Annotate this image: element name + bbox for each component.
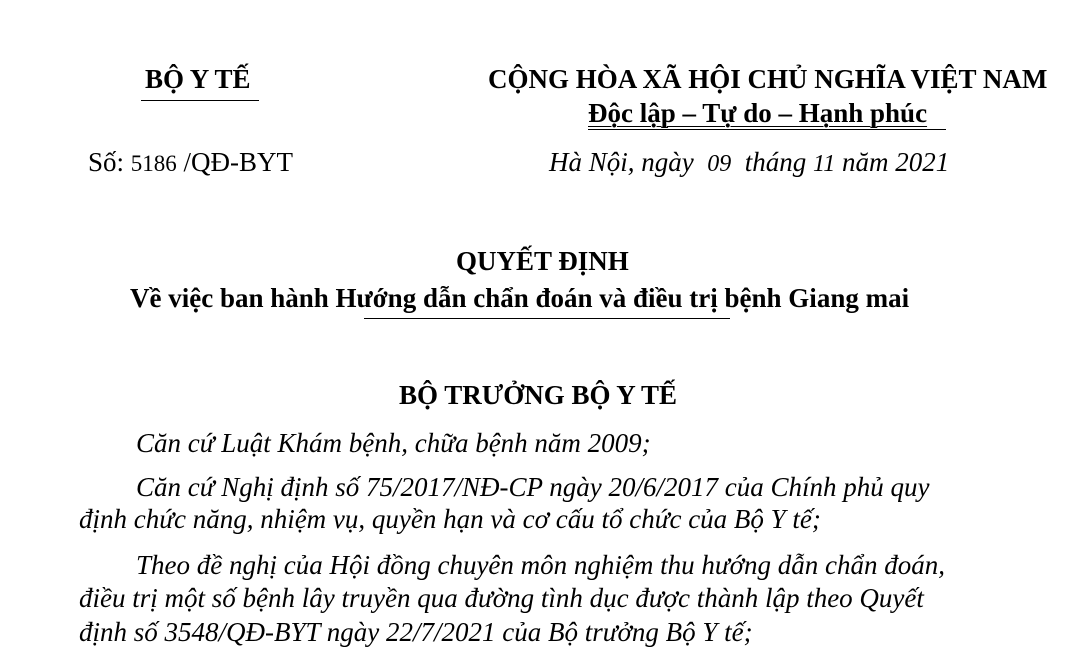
doc-number-value: 5186 [130, 151, 177, 176]
issuing-ministry: BỘ Y TẾ [145, 64, 251, 94]
basis-paragraph-2-line-2: định chức năng, nhiệm vụ, quyền hạn và cơ cấu tổ chức của Bộ Y tế; [79, 504, 821, 534]
national-title: CỘNG HÒA XÃ HỘI CHỦ NGHĨA VIỆT NAM [488, 64, 1048, 94]
issue-month: 11 [813, 151, 836, 177]
basis-paragraph-3-line-3: định số 3548/QĐ-BYT ngày 22/7/2021 của Bộ trưởng Bộ Y tế; [79, 617, 753, 647]
basis-paragraph-3-line-1: Theo đề nghị của Hội đồng chuyên môn nghiệm thu hướng dẫn chẩn đoán, [136, 550, 946, 580]
issue-day: 09 [707, 151, 732, 177]
document-subject: Về việc ban hành Hướng dẫn chẩn đoán và điều trị bệnh Giang mai [130, 283, 910, 313]
document-number [88, 147, 293, 178]
basis-paragraph-1: Căn cứ Luật Khám bệnh, chữa bệnh năm 2009; [136, 428, 651, 458]
doc-number-prefix: Số: [88, 147, 125, 177]
signer-title: BỘ TRƯỞNG BỘ Y TẾ [399, 380, 678, 410]
basis-paragraph-2-line-1: Căn cứ Nghị định số 75/2017/NĐ-CP ngày 20/6/2017 của Chính phủ quy [136, 472, 930, 502]
ministry-underline [141, 100, 259, 101]
place-and-date [549, 147, 949, 178]
issue-year: năm 2021 [841, 147, 950, 177]
place-date-prefix: Hà Nội, ngày [549, 147, 694, 177]
document-type: QUYẾT ĐỊNH [456, 246, 629, 276]
subject-underline [364, 318, 730, 319]
national-motto: Độc lập – Tự do – Hạnh phúc [588, 98, 928, 128]
basis-paragraph-3-line-2: điều trị một số bệnh lây truyền qua đường tình dục được thành lập theo Quyết [79, 583, 924, 613]
month-word: tháng [744, 147, 807, 177]
doc-number-suffix: /QĐ-BYT [183, 147, 294, 177]
motto-underline [588, 129, 946, 130]
